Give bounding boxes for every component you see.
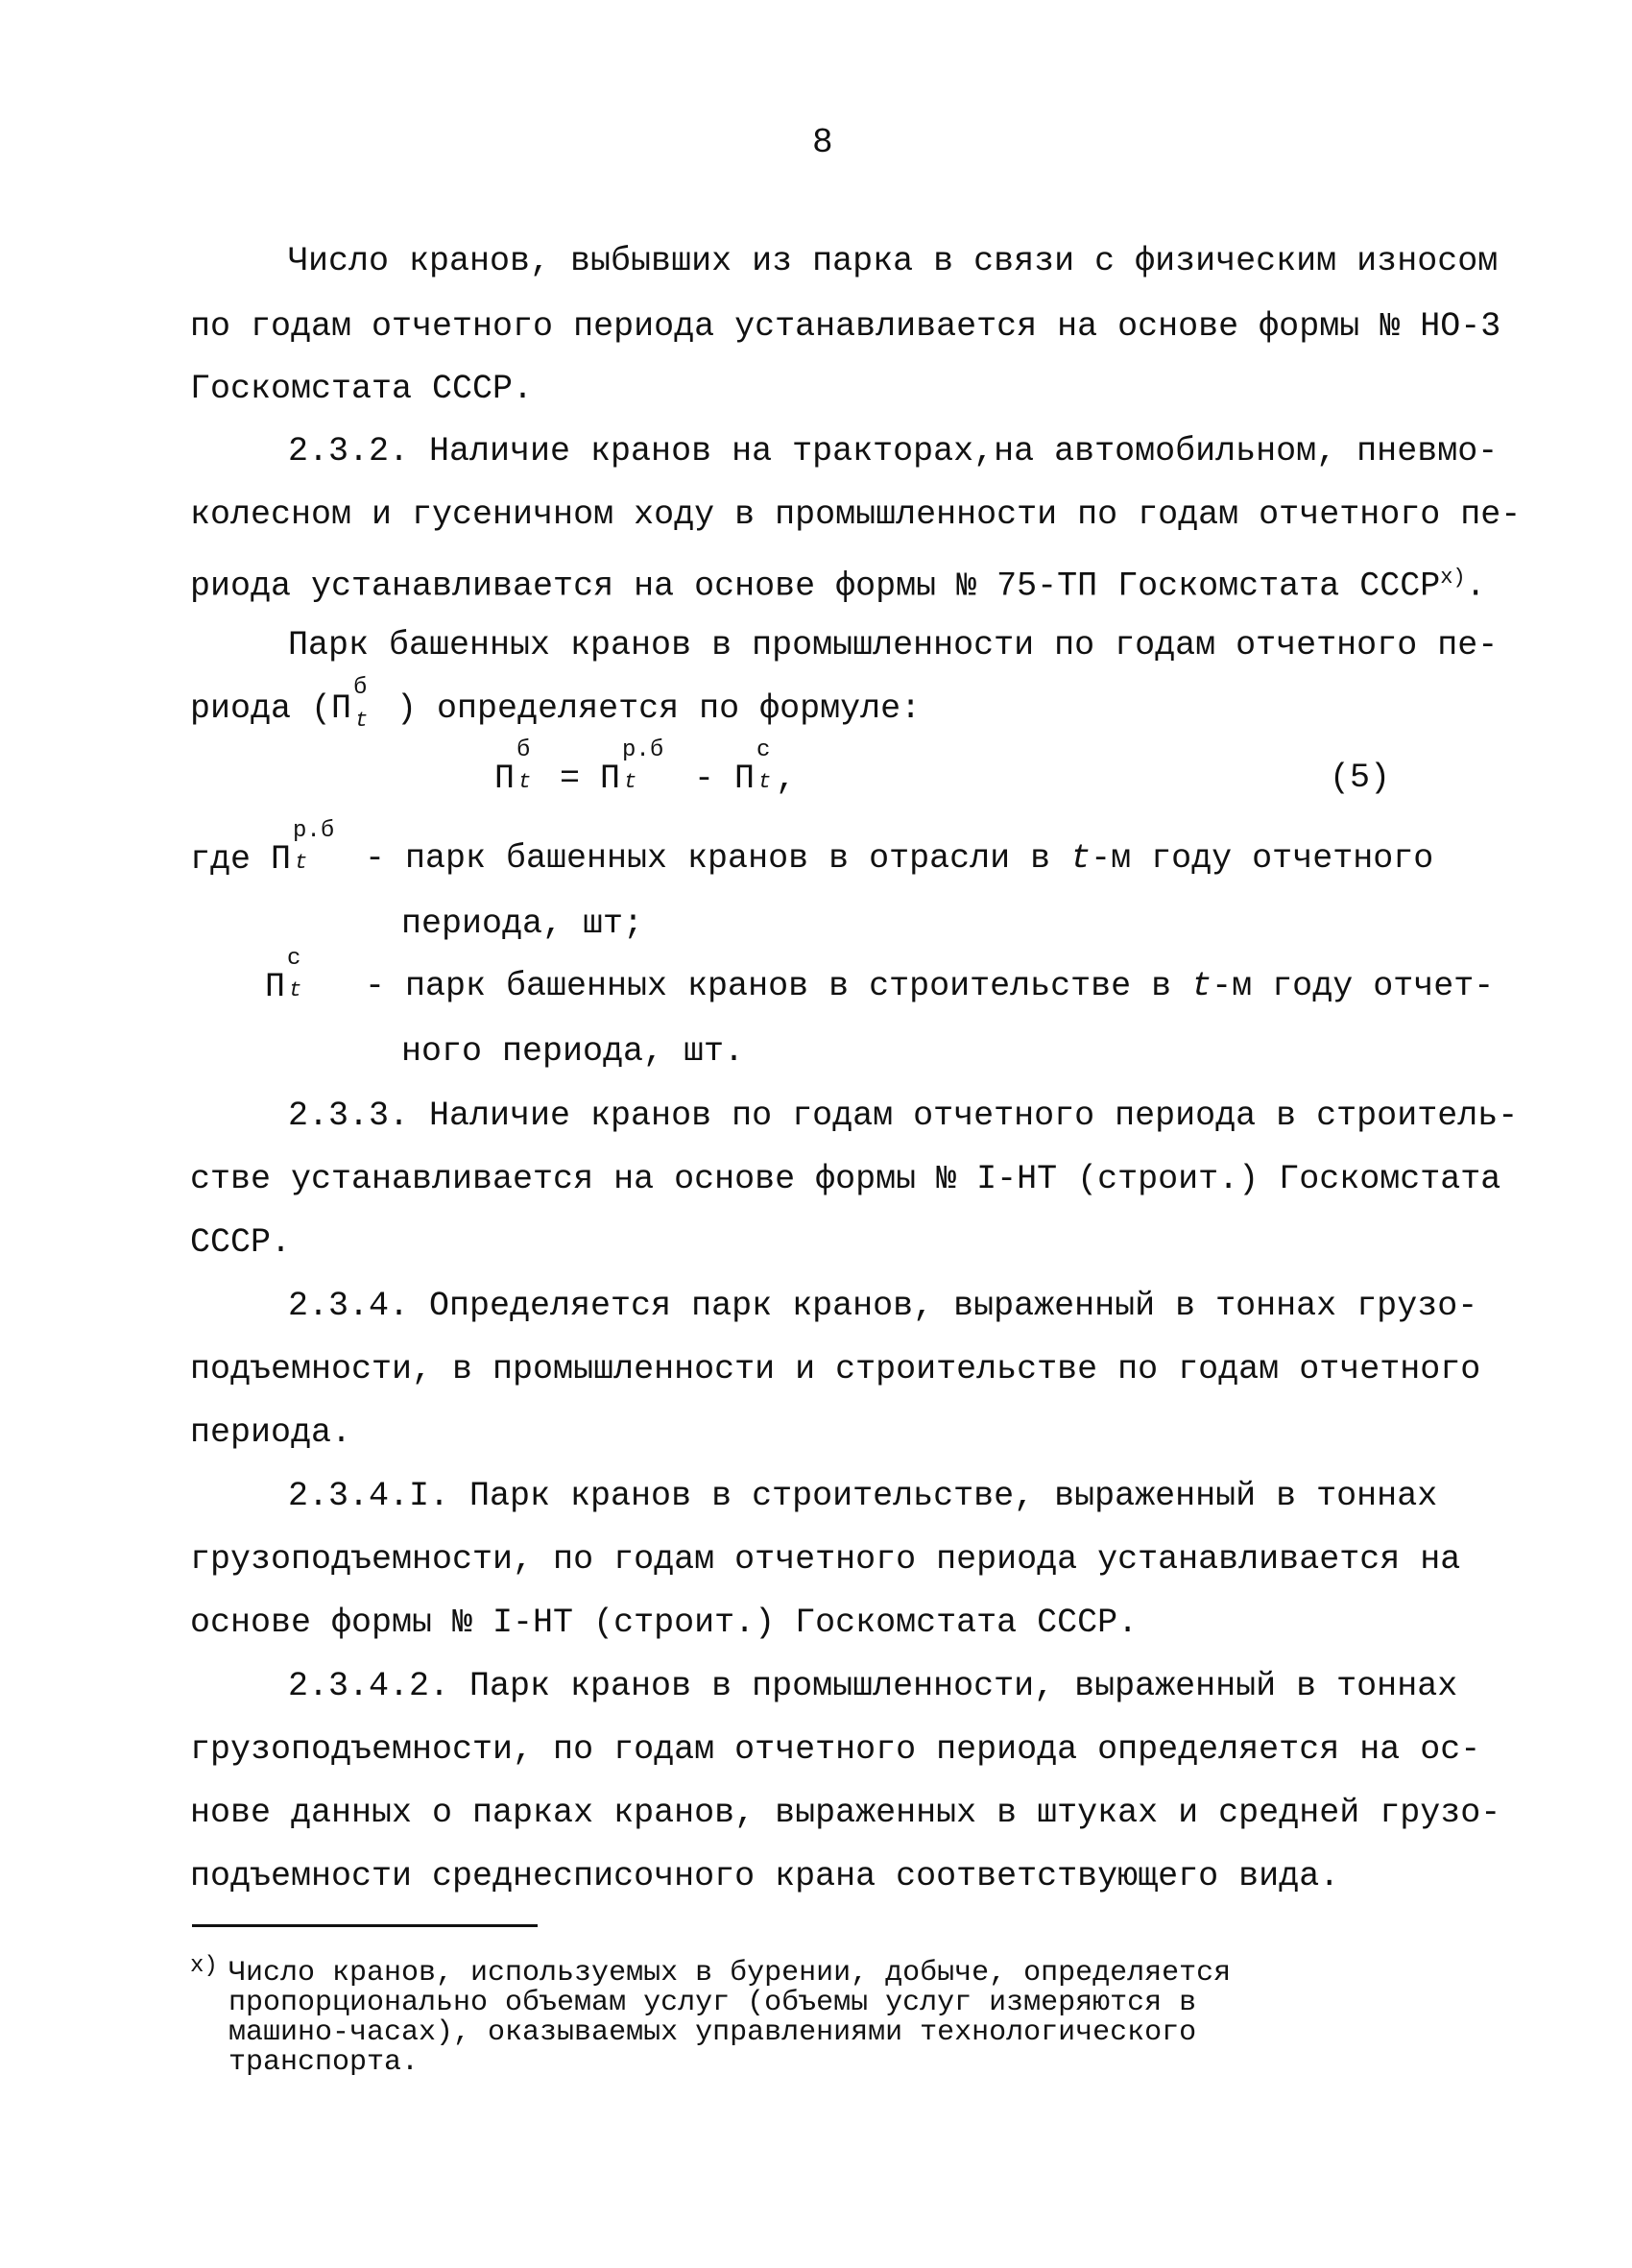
paragraph-4-line-2: стве устанавливается на основе формы № I-НТ (строит.) Госкомстата <box>190 1160 1501 1198</box>
definition-1-indices <box>291 818 335 875</box>
formula-5 <box>494 737 797 798</box>
paragraph-6-line-3: основе формы № I-НТ (строит.) Госкомстата СССР. <box>190 1604 1139 1642</box>
formula-rhs1-sub: t <box>624 770 637 794</box>
footnote-reference: х) <box>1440 566 1466 590</box>
paragraph-7-line-1: 2.3.4.2. Парк кранов в промышленности, выраженный в тоннах <box>288 1667 1458 1705</box>
definition-2-text-b: -м году отчет- <box>1212 967 1495 1005</box>
where-lead: где П <box>190 840 292 879</box>
paragraph-2-line-2: колесном и гусеничном ходу в промышленности по годам отчетного пе- <box>190 495 1522 534</box>
formula-lhs: П <box>494 760 516 798</box>
paragraph-6-line-2: грузоподъемности, по годам отчетного периода устанавливается на <box>190 1540 1461 1579</box>
paragraph-7-line-2: грузоподъемности, по годам отчетного периода определяется на ос- <box>190 1730 1481 1769</box>
symbol-superscript: б <box>353 675 368 701</box>
definition-1-text-b: -м году отчетного <box>1091 839 1434 878</box>
formula-number: (5) <box>1330 759 1391 797</box>
paragraph-7-line-4: подъемности среднесписочного крана соответствующего вида. <box>190 1857 1340 1895</box>
footnote-separator <box>192 1924 538 1927</box>
definition-2-text <box>365 967 1494 1005</box>
paragraph-1-line-3: Госкомстата СССР. <box>190 370 534 408</box>
definition-2-line-2: ного периода, шт. <box>401 1032 745 1071</box>
definition-1-term <box>190 818 335 879</box>
paragraph-1-line-2: по годам отчетного периода устанавливается на основе формы № НО-3 <box>190 307 1501 346</box>
paragraph-5-line-2: подъемности, в промышленности и строительстве по годам отчетного <box>190 1350 1481 1388</box>
formula-lhs-sup: б <box>516 737 531 763</box>
footnote-line-1: Число кранов, используемых в бурении, добыче, определяется <box>228 1957 1232 1990</box>
paragraph-5-line-1: 2.3.4. Определяется парк кранов, выраженный в тоннах грузо- <box>288 1287 1478 1325</box>
paragraph-2-line-3-text: риода устанавливается на основе формы № 75-ТП Госкомстата СССР <box>190 567 1441 606</box>
definition-2-var: t <box>1191 967 1212 1005</box>
paragraph-3-text-b: ) определяется по формуле: <box>376 689 922 728</box>
formula-rhs2-indices <box>755 737 776 794</box>
formula-rhs2-sub: t <box>758 770 772 794</box>
footnote-mark: х) <box>190 1953 218 1979</box>
paragraph-2-line-1: 2.3.2. Наличие кранов на тракторах,на автомобильном, пневмо- <box>288 432 1499 470</box>
formula-lhs-indices <box>515 737 540 794</box>
paragraph-3-line-1: Парк башенных кранов в промышленности по годам отчетного пе- <box>288 626 1499 664</box>
definition-1-sub: t <box>295 851 308 875</box>
footnote-line-4: транспорта. <box>228 2046 420 2079</box>
definition-1-var: t <box>1070 839 1092 878</box>
paragraph-3-line-2 <box>190 675 922 733</box>
definition-2-symbol: П <box>265 968 286 1006</box>
formula-rhs2-sup: с <box>756 737 771 763</box>
definition-2-term <box>265 946 306 1006</box>
footnote-line-2: пропорционально объемам услуг (объемы услуг измеряются в <box>228 1987 1197 2019</box>
definition-2-sup: с <box>287 946 301 972</box>
formula-lhs-sub: t <box>518 770 532 794</box>
paragraph-2-end: . <box>1465 567 1486 606</box>
paragraph-5-line-3: периода. <box>190 1413 352 1452</box>
symbol-indices <box>351 675 376 733</box>
paragraph-1-line-1: Число кранов, выбывших из парка в связи с физическим износом <box>288 242 1499 280</box>
paragraph-4-line-1: 2.3.3. Наличие кранов по годам отчетного периода в строитель- <box>288 1097 1519 1135</box>
paragraph-4-line-3: СССР. <box>190 1223 292 1262</box>
page-number: 8 <box>812 123 833 162</box>
formula-eq: = П <box>540 760 621 798</box>
definition-1-sup: р.б <box>293 818 335 844</box>
definition-1-text <box>365 839 1433 878</box>
footnote-line-3: машино-часах), оказываемых управлениями технологического <box>228 2016 1197 2049</box>
symbol-subscript: t <box>355 709 369 733</box>
formula-rhs1-sup: р.б <box>622 737 664 763</box>
formula-rhs1-indices <box>620 737 674 794</box>
paragraph-6-line-1: 2.3.4.I. Парк кранов в строительстве, выраженный в тоннах <box>288 1477 1438 1515</box>
paragraph-3-text-a: риода (П <box>190 689 352 728</box>
definition-2-text-a: - парк башенных кранов в строительстве в <box>365 967 1172 1005</box>
definition-1-line-2: периода, шт; <box>401 905 644 943</box>
definition-2-sub: t <box>289 978 302 1002</box>
paragraph-2-line-3 <box>190 557 1486 608</box>
paragraph-7-line-3: нове данных о парках кранов, выраженных в штуках и средней грузо- <box>190 1794 1501 1832</box>
formula-minus: - П <box>674 760 756 798</box>
definition-2-indices <box>285 946 306 1002</box>
definition-1-text-a: - парк башенных кранов в отрасли в <box>365 839 1051 878</box>
formula-end: , <box>776 760 797 798</box>
